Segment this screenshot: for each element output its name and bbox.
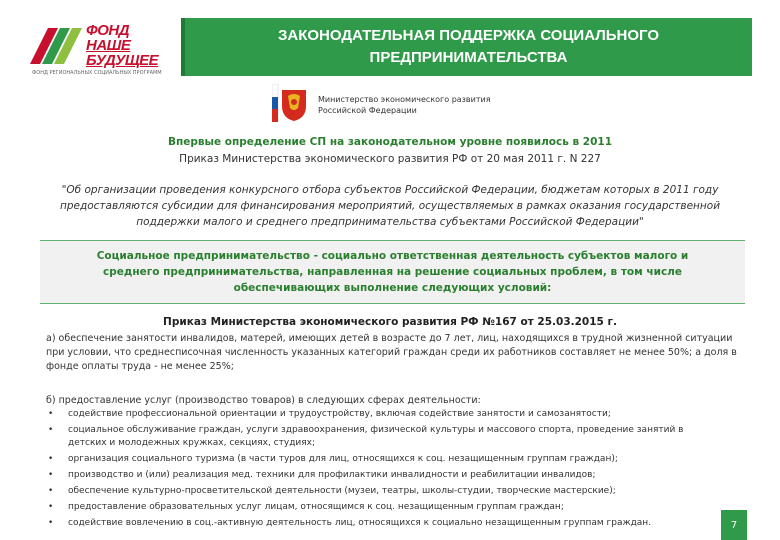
logo-stripes-icon	[30, 24, 82, 68]
list-item: • социальное обслуживание граждан, услуги здравоохранения, физической культуры и массового спорта, проведение занятий в детских и молодежных кружках, секциях, студиях;	[46, 424, 716, 450]
ministry-caption	[318, 94, 518, 116]
list-item: • содействие вовлечению в соц.-активную деятельность лиц, относящихся к социально незащищенным группам граждан.	[46, 517, 716, 530]
activity-list	[46, 408, 716, 533]
list-item: • производство и (или) реализация мед. техники для профилактики инвалидности и реабилитации инвалидов;	[46, 469, 716, 482]
list-item: • организация социального туризма (в части туров для лиц, относящихся к соц. незащищенным группам граждан);	[46, 453, 716, 466]
logo-text-line1: ФОНД	[86, 22, 130, 39]
page-number-badge: 7	[721, 510, 747, 540]
condition-b-text: б) предоставление услуг (производство товаров) в следующих сферах деятельности:	[46, 395, 481, 406]
order-2015-title: Приказ Министерства экономического развития РФ №167 от 25.03.2015 г.	[163, 316, 617, 328]
russian-coat-of-arms-icon	[272, 84, 310, 122]
list-item: • предоставление образовательных услуг лицам, относящимся к соц. незащищенным группам граждан;	[46, 501, 716, 514]
order-2011-quote: "Об организации проведения конкурсного отбора субъектов Российской Федерации, бюджетам которых в 2011 году предоставляются субсидии для финансирования мероприятий, осуществляемых в рамках оказания государственной поддержки малого и среднего предпринимательства субъектами Российской Федерации"	[59, 184, 721, 228]
ministry-line1: Министерство экономического развития	[318, 95, 491, 104]
slide-title: ЗАКОНОДАТЕЛЬНАЯ ПОДДЕРЖКА СОЦИАЛЬНОГО ПРЕДПРИНИМАТЕЛЬСТВА	[277, 27, 660, 66]
list-item: • содействие профессиональной ориентации и трудоустройству, включая содействие занятости и самозанятости;	[46, 408, 716, 421]
title-banner	[181, 18, 752, 76]
order-2011-reference: Приказ Министерства экономического развития РФ от 20 мая 2011 г. N 227	[179, 153, 601, 165]
logo-text-line3: БУДУЩЕЕ	[86, 52, 159, 69]
social-entrepreneurship-definition: Социальное предпринимательство - социально ответственная деятельность субъектов малого и среднего предпринимательства, направленная на решение социальных проблем, в том числе обеспечивающих выполнение следующих условий:	[96, 250, 689, 294]
list-item: • обеспечение культурно-просветительской деятельности (музеи, театры, школы-студии, творческие мастерские);	[46, 485, 716, 498]
fund-logo	[30, 18, 160, 78]
first-definition-heading: Впервые определение СП на законодательном уровне появилось в 2011	[167, 136, 613, 148]
ministry-line2: Российской Федерации	[318, 106, 417, 115]
definition-box	[40, 240, 745, 304]
condition-a-text: а) обеспечение занятости инвалидов, матерей, имеющих детей в возрасте до 7 лет, лиц, находящихся в трудной жизненной ситуации при условии, что среднесписочная численность указанных категорий граждан среди их работников составляет не менее 50%; а доля в фонде оплаты труда - не менее 25%;	[46, 333, 737, 372]
logo-text-line2: НАШЕ	[86, 37, 131, 54]
logo-subtitle: ФОНД РЕГИОНАЛЬНЫХ СОЦИАЛЬНЫХ ПРОГРАММ	[32, 70, 162, 76]
